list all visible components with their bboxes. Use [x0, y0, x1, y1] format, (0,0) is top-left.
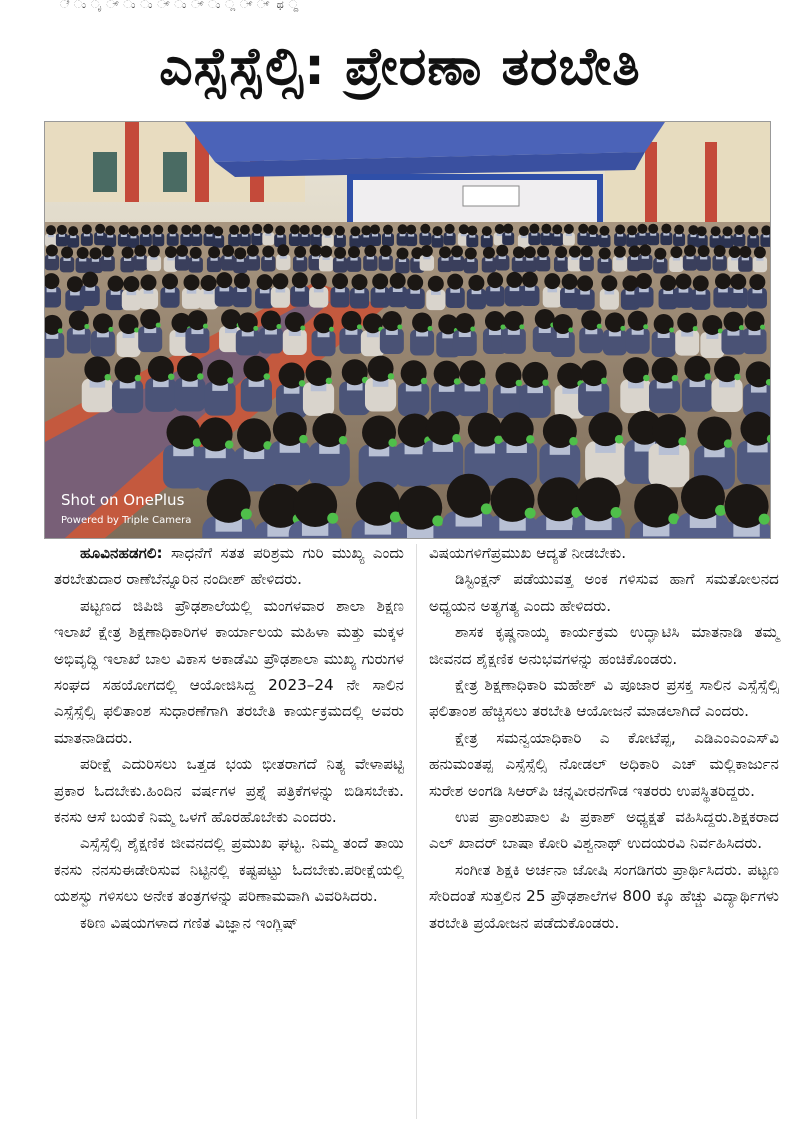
article-paragraph: ಶಾಸಕ ಕೃಷ್ಣನಾಯ್ಕ ಕಾರ್ಯಕ್ರಮ ಉದ್ಘಾಟಿಸಿ ಮಾತನಾಡಿ ತಮ್ಮ ಜೀವನದ ಶೈಕ್ಷಣಿಕ ಅನುಭವಗಳನ್ನು ಹಂಚಿಕೊಂಡರು. [429, 623, 779, 668]
article-body [54, 540, 779, 1135]
article-column-right [429, 540, 779, 1135]
article-paragraph: ಡಿಸ್ಟಿಂಕ್ಷನ್ ಪಡೆಯುವತ್ತ ಅಂಕ ಗಳಿಸುವ ಹಾಗೆ ಸಮತೋಲನದ ಅಧ್ಯಯನ ಅತ್ಯಗತ್ಯ ಎಂದು ಹೇಳಿದರು. [429, 570, 779, 615]
watermark-powered-by: Powered by Triple Camera [61, 515, 192, 526]
headline: ಎಸ್ಸೆಸ್ಸೆಲ್ಸಿ: ಪ್ರೇರಣಾ ತರಬೇತಿ [159, 37, 641, 97]
article-paragraph [54, 540, 404, 593]
top-strip-cutoff-text: ೆ ು ೃ ್ ು ು ್ ು ್ ು ್ಲ ್ ್ ಥ ್ದ [60, 0, 301, 11]
news-photo [44, 121, 771, 539]
article-paragraph: ಉಪ ಪ್ರಾಂಶುಪಾಲ ಪಿ ಪ್ರಕಾಶ್ ಅಧ್ಯಕ್ಷತೆ ವಹಿಸಿದ್ದರು.ಶಿಕ್ಷಕರಾದ ಎಲ್ ಖಾದರ್ ಬಾಷಾ ಕೋರಿ ವಿಶ್ವನಾಥ್ ಉದಯರವಿ ನಿರ್ವಹಿಸಿದರು. [429, 808, 779, 853]
article-paragraph [54, 593, 404, 751]
paragraph-text: ಕಠಿಣ ವಿಷಯಗಳಾದ ಗಣಿತ ವಿಜ್ಞಾನ ಇಂಗ್ಲಿಷ್ [80, 913, 298, 932]
article-paragraph [54, 910, 404, 936]
article-paragraph [54, 751, 404, 830]
paragraph-text: ಪರೀಕ್ಷೆ ಎದುರಿಸಲು ಒತ್ತಡ ಭಯ ಭೀತರಾಗದೆ ನಿತ್ಯ ವೇಳಾಪಟ್ಟಿ ಪ್ರಕಾರ ಓದಬೇಕು.ಹಿಂದಿನ ವರ್ಷಗಳ ಪ್ರಶ್ನೆ ಪತ್ರಿಕೆಗಳನ್ನು ಬಿಡಿಸಬೇಕು. ಕನಸು ಆಸೆ ಬಯಕೆ ನಿಮ್ಮ ಒಳಗೆ ಹೊರಹೊಬೇಕು ಎಂದರು. [54, 755, 404, 827]
article-paragraph: ಕ್ಷೇತ್ರ ಶಿಕ್ಷಣಾಧಿಕಾರಿ ಮಹೇಶ್ ವಿ ಪೂಜಾರ ಪ್ರಸಕ್ತ ಸಾಲಿನ ಎಸ್ಸೆಸ್ಸೆಲ್ಸಿ ಫಲಿತಾಂಶ ಹೆಚ್ಚಿಸಲು ತರಬೇತಿ ಆಯೋಜನೆ ಮಾಡಲಾಗಿದೆ ಎಂದರು. [429, 676, 779, 721]
watermark-shot-on: Shot on OnePlus [61, 491, 185, 509]
crowd-photo-illustration [45, 122, 770, 538]
article-paragraph: ಕ್ಷೇತ್ರ ಸಮನ್ವಯಾಧಿಕಾರಿ ಎ ಕೋಟೆಪ್ಪ, ಎಡಿಎಂಎಂಎಸ್‌ವಿ ಹನುಮಂತಪ್ಪ ಎಸ್ಸೆಸ್ಸೆಲ್ಸಿ ನೋಡಲ್ ಅಧಿಕಾರಿ ಎಚ್ ಮಲ್ಲಿಕಾರ್ಜುನ ಸುರೇಶ ಅಂಗಡಿ ಸಿಆರ್‌ಪಿ ಚನ್ನವೀರನಗೌಡ ಇತರರು ಉಪಸ್ಥಿತರಿದ್ದರು. [429, 728, 779, 800]
article-paragraph [54, 830, 404, 909]
paragraph-text: ಎಸ್ಸೆಸ್ಸೆಲ್ಸಿ ಶೈಕ್ಷಣಿಕ ಜೀವನದಲ್ಲಿ ಪ್ರಮುಖ ಘಟ್ಟ. ನಿಮ್ಮ ತಂದೆ ತಾಯಿ ಕನಸು ನನಸುಈಡೇರಿಸುವ ನಿಟ್ಟಿನಲ್ಲಿ ಕಷ್ಟಪಟ್ಟು ಓದಬೇಕು.ಪರೀಕ್ಷೆಯಲ್ಲಿ ಯಶಸ್ವು ಗಳಿಸಲು ಅನೇಕ ತಂತ್ರಗಳನ್ನು ಪರಿಣಾಮವಾಗಿ ವಿವರಿಸಿದರು. [54, 834, 404, 906]
dateline: ಹೂವಿನಹಡಗಲಿ: [80, 544, 163, 562]
paragraph-text: ಪಟ್ಟಣದ ಜಿಪಿಜಿ ಪ್ರೌಢಶಾಲೆಯಲ್ಲಿ ಮಂಗಳವಾರ ಶಾಲಾ ಶಿಕ್ಷಣ ಇಲಾಖೆ ಕ್ಷೇತ್ರ ಶಿಕ್ಷಣಾಧಿಕಾರಿಗಳ ಕಾರ್ಯಾಲಯ ಮಹಿಳಾ ಮತ್ತು ಮಕ್ಕಳ ಅಭಿವೃದ್ಧಿ ಇಲಾಖೆ ಬಾಲ ವಿಕಾಸ ಅಕಾಡೆಮಿ ಪ್ರೌಢಶಾಲಾ ಮುಖ್ಯ ಗುರುಗಳ ಸಂಘದ ಸಹಯೋಗದಲ್ಲಿ ಆಯೋಜಿಸಿದ್ದ 2023–24 ನೇ ಸಾಲಿನ ಎಸ್ಸೆಸ್ಸೆಲ್ಸಿ ಫಲಿತಾಂಶ ಸುಧಾರಣೆಗಾಗಿ ತರಬೇತಿ ಕಾರ್ಯಕ್ರಮದಲ್ಲಿ ಅವರು ಮಾತನಾಡಿದರು. [54, 596, 404, 747]
article-column-left [54, 540, 404, 1135]
paragraph-text: ಸಾಧನೆಗೆ ಸತತ ಪರಿಶ್ರಮ ಗುರಿ ಮುಖ್ಯ ಎಂದು ತರಬೇತುದಾರ ರಾಣೆಬೆನ್ನೂರಿನ ನಂದೀಶ್ ಹೇಳಿದರು. [54, 544, 404, 589]
article-paragraph: ಸಂಗೀತ ಶಿಕ್ಷಕಿ ಅರ್ಚನಾ ಜೋಷಿ ಸಂಗಡಿಗರು ಪ್ರಾರ್ಥಿಸಿದರು. ಪಟ್ಟಣ ಸೇರಿದಂತೆ ಸುತ್ತಲಿನ 25 ಪ್ರೌಢಶಾಲೆಗಳ 800 ಕ್ಕೂ ಹೆಚ್ಚು ವಿದ್ಯಾರ್ಥಿಗಳು ತರಬೇತಿ ಪ್ರಯೋಜನ ಪಡೆದುಕೊಂಡರು. [429, 860, 779, 932]
article-paragraph: ವಿಷಯಗಳಿಗೆಪ್ರಮುಖ ಆದ್ಯತೆ ನೀಡಬೇಕು. [429, 544, 627, 562]
